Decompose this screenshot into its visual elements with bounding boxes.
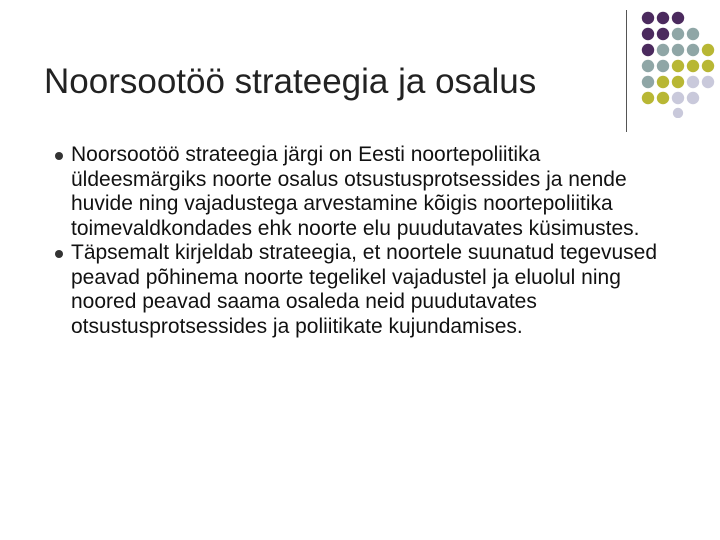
- bullet-icon: [55, 152, 63, 160]
- list-item: [56, 241, 676, 339]
- dot: [657, 60, 669, 72]
- dot: [657, 12, 669, 24]
- dot: [673, 108, 683, 118]
- dot: [687, 44, 699, 56]
- vertical-divider: [626, 10, 627, 132]
- dot: [642, 28, 654, 40]
- bullet-icon: [55, 250, 63, 258]
- dot: [672, 76, 684, 88]
- dot: [657, 92, 669, 104]
- dot: [642, 60, 654, 72]
- dot: [702, 44, 714, 56]
- dot: [687, 60, 699, 72]
- dot: [672, 92, 684, 104]
- dot: [642, 44, 654, 56]
- dot: [672, 28, 684, 40]
- bullet-text: Noorsootöö strateegia järgi on Eesti noortepoliitika üldeesmärgiks noorte osalus otsustusprotsessides ja nende huvide ning vajadustega arvestamine kõigis noortepoliitika toimevaldkondades ehk noorte elu puudutavates küsimustes.: [71, 143, 640, 240]
- dot: [687, 76, 699, 88]
- dot: [702, 76, 714, 88]
- list-item: [56, 143, 676, 241]
- dot: [672, 60, 684, 72]
- dot: [657, 44, 669, 56]
- decorative-dot-grid: [638, 10, 720, 118]
- bullet-text: Täpsemalt kirjeldab strateegia, et noortele suunatud tegevused peavad põhinema noorte tegelikel vajadustel ja eluolul ning noored peavad saama osaleda neid puudutavates otsustusprotsessides ja poliitikate kujundamises.: [71, 241, 658, 338]
- dot: [657, 28, 669, 40]
- dot: [672, 44, 684, 56]
- dot: [702, 60, 714, 72]
- dot: [657, 76, 669, 88]
- bullet-list: [56, 143, 676, 339]
- slide-title: Noorsootöö strateegia ja osalus: [44, 62, 537, 101]
- dot: [642, 76, 654, 88]
- dot: [687, 92, 699, 104]
- dot: [642, 92, 654, 104]
- dot: [672, 12, 684, 24]
- dot: [642, 12, 654, 24]
- dot: [687, 28, 699, 40]
